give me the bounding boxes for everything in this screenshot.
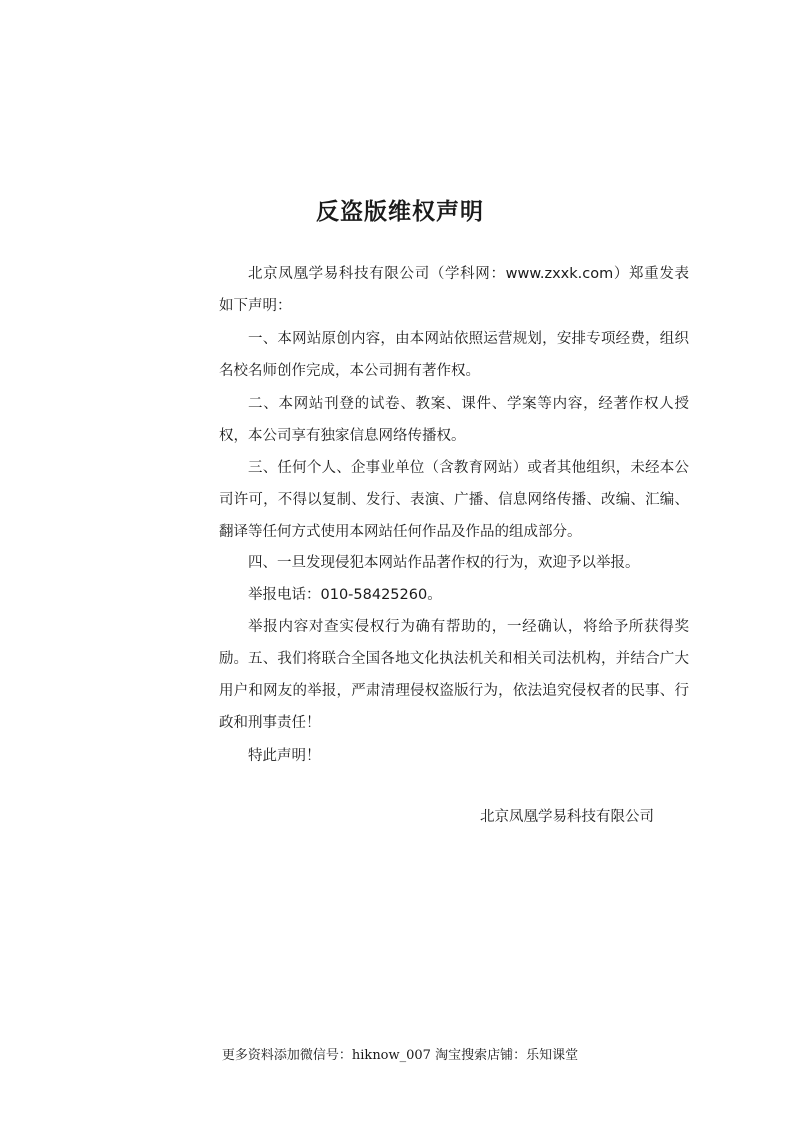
document-title: 反盗版维权声明	[316, 199, 484, 225]
signature: 北京凤凰学易科技有限公司	[480, 809, 654, 825]
paragraph-item-one	[219, 323, 689, 387]
paragraph-item-five	[219, 643, 689, 739]
paragraph-closing	[219, 740, 689, 772]
paragraph-text: 北京凤凰学易科技有限公司（学科网：www.zxxk.com）郑重发表如下声明：	[219, 266, 689, 314]
paragraph-text: 举报电话：010-58425260。	[248, 587, 442, 603]
paragraph-item-three	[219, 452, 689, 548]
paragraph-intro	[219, 258, 689, 322]
paragraph-item-four	[219, 547, 689, 579]
paragraph-text: 五、我们将联合全国各地文化执法机关和相关司法机构，并结合广大用户和网友的举报，严肃清理侵权盗版行为，依法追究侵权者的民事、行政和刑事责任！	[219, 651, 689, 731]
footer-note: 更多资料添加微信号：hiknow_007 淘宝搜索店铺：乐知课堂	[221, 1048, 579, 1063]
paragraph-text: 举报内容对查实侵权行为确有帮助的，一经确认，将给予所获得奖励。	[219, 619, 689, 667]
paragraph-report-phone	[219, 579, 689, 611]
paragraph-item-two	[219, 388, 689, 452]
paragraph-text: 三、任何个人、企事业单位（含教育网站）或者其他组织，未经本公司许可，不得以复制、发行、表演、广播、信息网络传播、改编、汇编、翻译等任何方式使用本网站任何作品及作品的组成部分。	[219, 460, 689, 540]
paragraph-text: 一、本网站原创内容，由本网站依照运营规划，安排专项经费，组织名校名师创作完成，本公司拥有著作权。	[219, 331, 689, 379]
paragraph-text: 二、本网站刊登的试卷、教案、课件、学案等内容，经著作权人授权，本公司享有独家信息网络传播权。	[219, 396, 689, 444]
paragraph-text: 特此声明！	[248, 748, 321, 764]
paragraph-text: 四、一旦发现侵犯本网站作品著作权的行为，欢迎予以举报。	[248, 555, 640, 571]
